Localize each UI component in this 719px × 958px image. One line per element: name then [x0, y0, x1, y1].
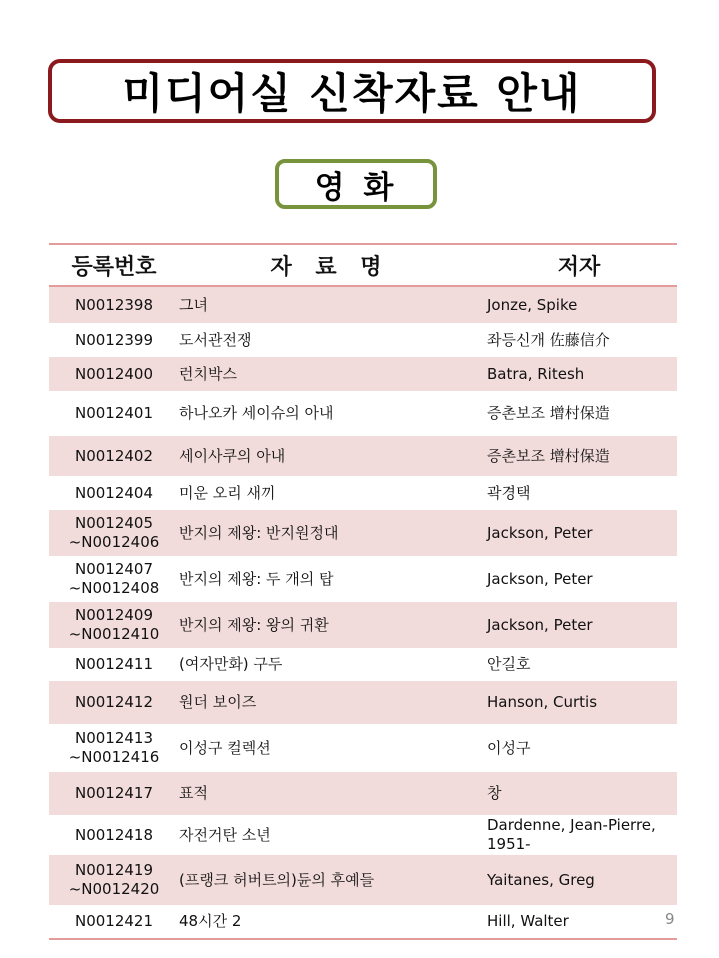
registration-number-cell [49, 826, 179, 845]
author-cell: Batra, Ritesh [487, 364, 585, 383]
table-header [49, 245, 677, 287]
author-cell: 증촌보조 增村保造 [487, 404, 610, 422]
author-cell: Hill, Walter [487, 912, 569, 930]
registration-number: N0012418 [74, 825, 154, 844]
table-row [49, 815, 677, 855]
table-row [49, 772, 677, 815]
author-cell: Yaitanes, Greg [487, 870, 595, 889]
registration-number-range-end: ~N0012416 [68, 748, 160, 766]
registration-number-cell [49, 912, 179, 931]
table-row [49, 724, 677, 772]
registration-number-cell [49, 655, 179, 674]
registration-number: N0012412 [74, 693, 154, 711]
title-cell: 세이사쿠의 아내 [179, 446, 286, 465]
registration-number: N0012417 [74, 784, 154, 802]
registration-number-cell [49, 784, 179, 803]
table-row [49, 855, 677, 905]
header-title: 자 료 명 [270, 254, 390, 280]
title-cell: 반지의 제왕: 반지원정대 [179, 523, 339, 542]
title-cell: 미운 오리 새끼 [179, 483, 276, 502]
title-cell: 이성구 컬렉션 [179, 738, 271, 757]
category-label: 영 화 [275, 159, 437, 209]
table-row [49, 323, 677, 357]
table-row [49, 510, 677, 556]
registration-number-cell [49, 514, 179, 552]
registration-number: N0012400 [74, 364, 154, 383]
registration-number-cell [49, 484, 179, 503]
table-row [49, 681, 677, 724]
registration-number: N0012421 [74, 912, 154, 930]
registration-number: N0012409 [74, 606, 154, 624]
author-cell: 창 [487, 784, 502, 802]
registration-number-cell [49, 560, 179, 598]
registration-number-cell [49, 606, 179, 644]
registration-number-range-end: ~N0012406 [68, 533, 160, 551]
title-cell: 반지의 제왕: 왕의 귀환 [179, 615, 329, 634]
table-row [49, 648, 677, 681]
title-cell: 자전거탄 소년 [179, 825, 271, 844]
header-author: 저자 [557, 254, 601, 280]
registration-number-cell [49, 365, 179, 384]
title-cell: 원더 보이즈 [179, 693, 257, 711]
title-cell: (여자만화) 구두 [179, 655, 283, 673]
registration-number-cell [49, 296, 179, 315]
page-title: 미디어실 신착자료 안내 [48, 59, 656, 123]
author-cell: Dardenne, Jean-Pierre, 1951- [487, 816, 656, 853]
table-row [49, 476, 677, 510]
registration-number-cell [49, 861, 179, 899]
table-body [49, 287, 677, 938]
author-cell: 증촌보조 增村保造 [487, 446, 610, 465]
title-cell: 도서관전쟁 [179, 330, 252, 349]
author-cell: 안길호 [487, 655, 531, 673]
title-cell: 런치박스 [179, 364, 237, 383]
registration-number: N0012405 [74, 514, 154, 532]
title-cell: 그녀 [179, 295, 208, 314]
registration-number-cell [49, 404, 179, 423]
registration-number: N0012411 [74, 655, 154, 673]
table-row [49, 436, 677, 476]
registration-number-range-end: ~N0012408 [68, 579, 160, 597]
author-cell: Jackson, Peter [487, 569, 593, 588]
registration-number-range-end: ~N0012420 [68, 880, 160, 898]
author-cell: Jonze, Spike [487, 295, 578, 314]
registration-number: N0012399 [74, 330, 154, 349]
registration-number-cell [49, 331, 179, 350]
page-number: 9 [665, 910, 675, 928]
title-cell: 48시간 2 [179, 912, 242, 930]
acquisitions-table [49, 243, 677, 940]
registration-number: N0012398 [74, 295, 154, 314]
author-cell: 좌등신개 佐藤信介 [487, 330, 610, 349]
registration-number-cell [49, 447, 179, 466]
author-cell: Hanson, Curtis [487, 693, 598, 711]
author-cell: 이성구 [487, 738, 531, 757]
registration-number-cell [49, 729, 179, 767]
registration-number: N0012407 [74, 560, 154, 578]
table-row [49, 905, 677, 938]
title-cell: 반지의 제왕: 두 개의 탑 [179, 569, 334, 588]
registration-number: N0012419 [74, 861, 154, 879]
registration-number-cell [49, 693, 179, 712]
registration-number-range-end: ~N0012410 [68, 625, 160, 643]
author-cell: 곽경택 [487, 483, 531, 502]
table-row [49, 391, 677, 436]
title-cell: 표적 [179, 784, 208, 802]
registration-number: N0012404 [74, 483, 154, 502]
registration-number: N0012402 [74, 446, 154, 465]
table-row [49, 602, 677, 648]
table-row [49, 556, 677, 602]
title-cell: 하나오카 세이슈의 아내 [179, 404, 334, 422]
title-cell: (프랭크 허버트의)듄의 후예들 [179, 870, 375, 889]
author-cell: Jackson, Peter [487, 615, 593, 634]
header-registration-number: 등록번호 [71, 254, 157, 280]
table-row [49, 357, 677, 391]
author-cell: Jackson, Peter [487, 523, 593, 542]
registration-number: N0012413 [74, 729, 154, 747]
table-row [49, 287, 677, 323]
registration-number: N0012401 [74, 404, 154, 422]
